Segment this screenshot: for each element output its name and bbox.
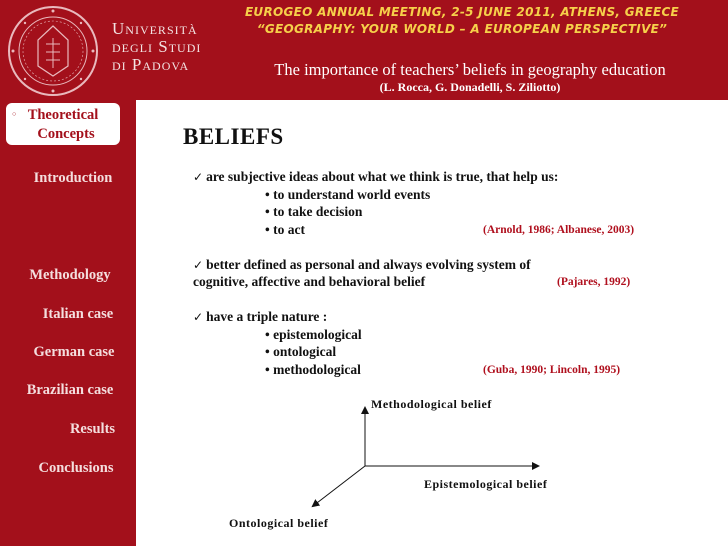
sidebar-item-methodology[interactable]: Methodology — [29, 267, 111, 283]
sub-item-text: • methodological — [265, 361, 361, 377]
sidebar-item-italian-case[interactable]: Italian case — [42, 306, 114, 322]
university-name-line1: Università — [112, 19, 198, 38]
active-bullet-icon: ○ — [12, 110, 17, 118]
checkmark-icon: ✓ — [193, 170, 204, 184]
sidebar-item-results[interactable]: Results — [69, 421, 116, 437]
sidebar-item-brazilian-case[interactable]: Brazilian case — [26, 382, 114, 398]
slide-title: BELIEFS — [183, 124, 284, 149]
sub-item: • to take decision — [265, 204, 363, 219]
z-axis-arrow — [313, 466, 365, 506]
sidebar-item-label-line1: Theoretical — [27, 107, 99, 123]
sidebar-item-german-case[interactable]: German case — [33, 344, 115, 360]
talk-title: The importance of teachers’ beliefs in geography education — [274, 60, 666, 79]
sidebar-item-conclusions[interactable]: Conclusions — [38, 460, 114, 476]
reference-citation: (Guba, 1990; Lincoln, 1995) — [483, 363, 621, 376]
reference-citation: (Arnold, 1986; Albanese, 2003) — [483, 223, 635, 236]
point1-text: are subjective ideas about what we think is true, that help us: — [206, 169, 559, 184]
sub-item: • to understand world events — [265, 186, 431, 202]
point3-text: have a triple nature : — [206, 309, 328, 324]
sub-item-text: • to act — [265, 221, 305, 237]
university-name-line2: degli Studi — [112, 37, 202, 56]
reference-citation: (Pajares, 1992) — [557, 276, 631, 288]
y-axis-label: Methodological belief — [371, 397, 492, 411]
sidebar-item-label-line2: Concepts — [37, 126, 95, 142]
sub-item: • epistemological — [265, 326, 362, 342]
sub-item: • ontological — [265, 344, 337, 359]
university-name-line3: di Padova — [112, 55, 190, 74]
point2-text-line1: better defined as personal and always evolving system of — [206, 256, 531, 272]
conference-line1: EUROGEO ANNUAL MEETING, 2-5 JUNE 2011, ATHENS, GREECE — [244, 5, 680, 19]
z-axis-label: Ontological belief — [229, 516, 329, 530]
sidebar-item-introduction[interactable]: Introduction — [33, 170, 113, 186]
x-axis-label: Epistemological belief — [424, 477, 548, 491]
checkmark-icon: ✓ — [193, 310, 204, 324]
conference-line2: “GEOGRAPHY: YOUR WORLD – A EUROPEAN PERSPECTIVE” — [256, 22, 668, 36]
point2-text-line2: cognitive, affective and behavioral belief — [193, 274, 426, 289]
checkmark-icon: ✓ — [193, 257, 204, 272]
talk-authors: (L. Rocca, G. Donadelli, S. Ziliotto) — [379, 80, 561, 94]
